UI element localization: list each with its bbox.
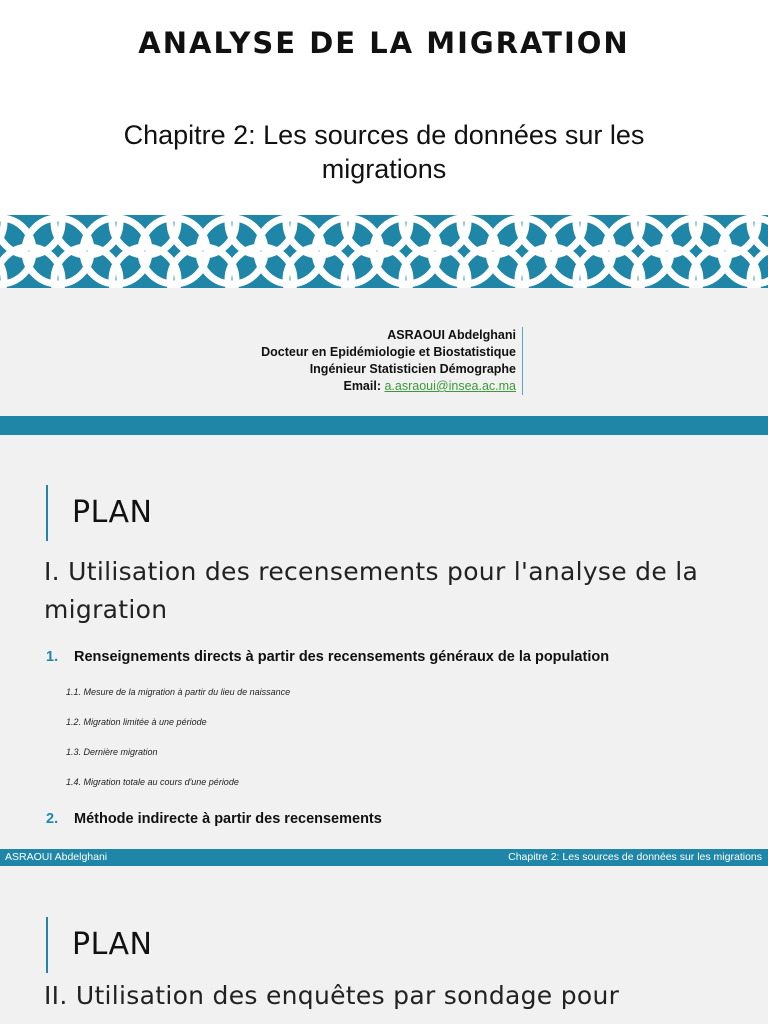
footer-author: ASRAOUI Abdelghani bbox=[5, 851, 108, 863]
footer-chapter: Chapitre 2: Les sources de données sur les migrations bbox=[508, 851, 762, 863]
plan-item-number: 1. bbox=[46, 649, 59, 665]
title-slide-bottom-bar bbox=[0, 416, 768, 435]
section-title: II. Utilisation des enquêtes par sondage pour bbox=[44, 981, 620, 1010]
plan-title: PLAN bbox=[72, 495, 153, 530]
plan-subitem: 1.1. Mesure de la migration à partir du lieu de naissance bbox=[66, 687, 291, 697]
plan-slide-1 bbox=[0, 435, 768, 866]
plan-item-2 bbox=[46, 811, 382, 827]
plan-title: PLAN bbox=[72, 927, 153, 962]
chapter-subtitle: Chapitre 2: Les sources de données sur les migrations bbox=[123, 120, 645, 184]
author-email-row bbox=[261, 378, 516, 395]
plan-subitem: 1.4. Migration totale au cours d'une période bbox=[66, 777, 239, 787]
author-info bbox=[261, 327, 523, 395]
plan-subitem: 1.2. Migration limitée à une période bbox=[66, 717, 207, 727]
plan-item-label: Renseignements directs à partir des recensements généraux de la population bbox=[74, 649, 610, 665]
author-area bbox=[0, 288, 768, 416]
plan-item-1 bbox=[46, 649, 609, 665]
section-title: I. Utilisation des recensements pour l'analyse de la migration bbox=[44, 557, 699, 624]
email-link[interactable]: a.asraoui@insea.ac.ma bbox=[384, 379, 516, 393]
decorative-pattern-band bbox=[0, 215, 768, 288]
title-slide bbox=[0, 0, 768, 435]
plan-accent-bar bbox=[46, 485, 48, 541]
plan-item-number: 2. bbox=[46, 811, 59, 827]
plan-subitem: 1.3. Dernière migration bbox=[66, 747, 158, 757]
author-role-doctor: Docteur en Epidémiologie et Biostatistique bbox=[261, 345, 516, 359]
circle-lattice-pattern bbox=[0, 215, 768, 288]
plan-slide-2 bbox=[0, 866, 768, 1024]
author-role-engineer: Ingénieur Statisticien Démographe bbox=[309, 362, 516, 376]
author-name: ASRAOUI Abdelghani bbox=[387, 328, 516, 342]
plan-item-label: Méthode indirecte à partir des recensements bbox=[74, 811, 382, 827]
plan-accent-bar bbox=[46, 917, 48, 973]
email-label: Email: bbox=[343, 379, 381, 393]
presentation-title: ANALYSE DE LA MIGRATION bbox=[138, 26, 630, 60]
slide-footer bbox=[0, 849, 768, 866]
